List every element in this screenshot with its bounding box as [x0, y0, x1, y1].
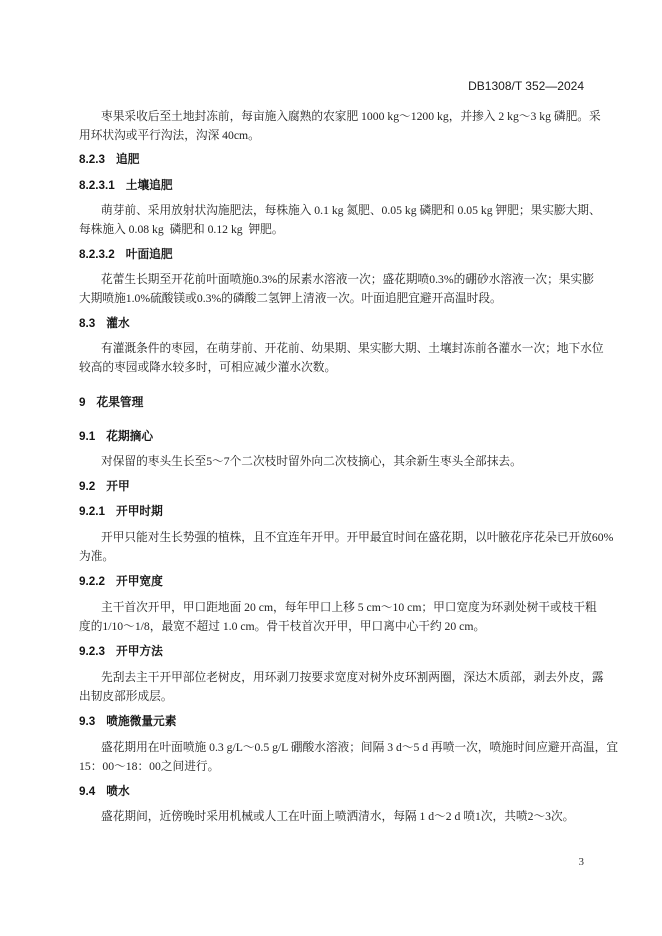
- paragraph-line: 盛花期间，近傍晚时采用机械或人工在叶面上喷洒清水，每隔 1 d～2 d 喷1次，共喷2～3次。: [101, 810, 575, 823]
- heading-title: 叶面追肥: [125, 248, 173, 261]
- heading-number: 8.2.3.2: [79, 248, 115, 261]
- heading-title: 开甲宽度: [116, 575, 163, 588]
- paragraph-line: 每株施入 0.08 kg 磷肥和 0.12 kg 钾肥。: [79, 223, 284, 236]
- section-heading: [79, 315, 584, 333]
- heading-title: 喷水: [106, 785, 130, 798]
- heading-number: 8.2.3.1: [79, 179, 115, 192]
- section-heading: [79, 713, 584, 731]
- heading-title: 灌水: [106, 317, 130, 330]
- paragraph-line: 先刮去主干开甲部位老树皮，用环剥刀按要求宽度对树外皮环割两圈，深达木质部，剥去外皮，露: [101, 671, 604, 684]
- heading-number: 9: [79, 396, 86, 409]
- paragraph-line: 为准。: [79, 550, 115, 563]
- section-heading: [79, 151, 584, 169]
- heading-number: 9.2.2: [79, 575, 105, 588]
- heading-number: 9.2: [79, 480, 96, 493]
- heading-title: 开甲: [106, 480, 130, 493]
- document-code-header: DB1308/T 352—2024: [468, 79, 584, 93]
- section-heading: [79, 428, 584, 446]
- section-heading: [79, 503, 584, 521]
- paragraph-line: 出韧皮部形成层。: [79, 690, 173, 703]
- heading-title: 开甲方法: [116, 645, 163, 658]
- chapter-heading: [79, 394, 584, 412]
- paragraph-line: 用环状沟或平行沟法，沟深 40cm。: [79, 129, 260, 142]
- paragraph-line: 15：00～18：00之间进行。: [79, 760, 220, 773]
- paragraph-line: 开甲只能对生长势强的植株，且不宜连年开甲。开甲最宜时间在盛花期，以叶腋花序花朵已开放60%: [101, 531, 614, 544]
- paragraph-line: 盛花期用在叶面喷施 0.3 g/L～0.5 g/L 硼酸水溶液；间隔 3 d～5 d 再喷一次，喷施时间应避开高温，宜: [101, 741, 619, 754]
- heading-title: 追肥: [116, 153, 140, 166]
- heading-number: 9.1: [79, 430, 96, 443]
- section-heading: [79, 177, 584, 195]
- heading-number: 9.2.1: [79, 505, 105, 518]
- paragraph-line: 主干首次开甲，甲口距地面 20 cm，每年甲口上移 5 cm～10 cm；甲口宽度为环剥处树干或枝干粗: [101, 601, 597, 614]
- section-heading: [79, 246, 584, 264]
- paragraph-line: 度的1/10～1/8，最宽不超过 1.0 cm。骨干枝首次开甲，甲口离中心干约 20 cm。: [79, 620, 486, 633]
- heading-number: 9.4: [79, 785, 96, 798]
- heading-number: 8.3: [79, 317, 96, 330]
- paragraph-line: 较高的枣园或降水较多时，可相应减少灌水次数。: [79, 361, 337, 374]
- section-heading: [79, 643, 584, 661]
- paragraph-line: 对保留的枣头生长至5～7个二次枝时留外向二次枝摘心，其余新生枣头全部抹去。: [101, 455, 522, 468]
- heading-title: 花果管理: [96, 396, 144, 409]
- heading-title: 花期摘心: [106, 430, 154, 443]
- section-heading: [79, 478, 584, 496]
- heading-number: 8.2.3: [79, 153, 105, 166]
- paragraph-line: 有灌溉条件的枣园，在萌芽前、开花前、幼果期、果实膨大期、土壤封冻前各灌水一次；地下水位: [101, 342, 604, 355]
- heading-number: 9.2.3: [79, 645, 105, 658]
- page-number: 3: [578, 856, 584, 868]
- section-heading: [79, 573, 584, 591]
- heading-title: 喷施微量元素: [106, 715, 177, 728]
- paragraph-line: 枣果采收后至土地封冻前，每亩施入腐熟的农家肥 1000 kg～1200 kg，并掺入 2 kg～3 kg 磷肥。采: [101, 110, 601, 123]
- paragraph-line: 花蕾生长期至开花前叶面喷施0.3%的尿素水溶液一次；盛花期喷0.3%的硼砂水溶液一次；果实膨: [101, 273, 594, 286]
- heading-title: 开甲时期: [116, 505, 163, 518]
- section-heading: [79, 783, 584, 801]
- heading-title: 土壤追肥: [125, 179, 173, 192]
- paragraph-line: 萌芽前、采用放射状沟施肥法，每株施入 0.1 kg 氮肥、0.05 kg 磷肥和 0.05 kg 钾肥；果实膨大期、: [101, 204, 601, 217]
- heading-number: 9.3: [79, 715, 96, 728]
- paragraph-line: 大期喷施1.0%硫酸镁或0.3%的磷酸二氢钾上清液一次。叶面追肥宜避开高温时段。: [79, 292, 502, 305]
